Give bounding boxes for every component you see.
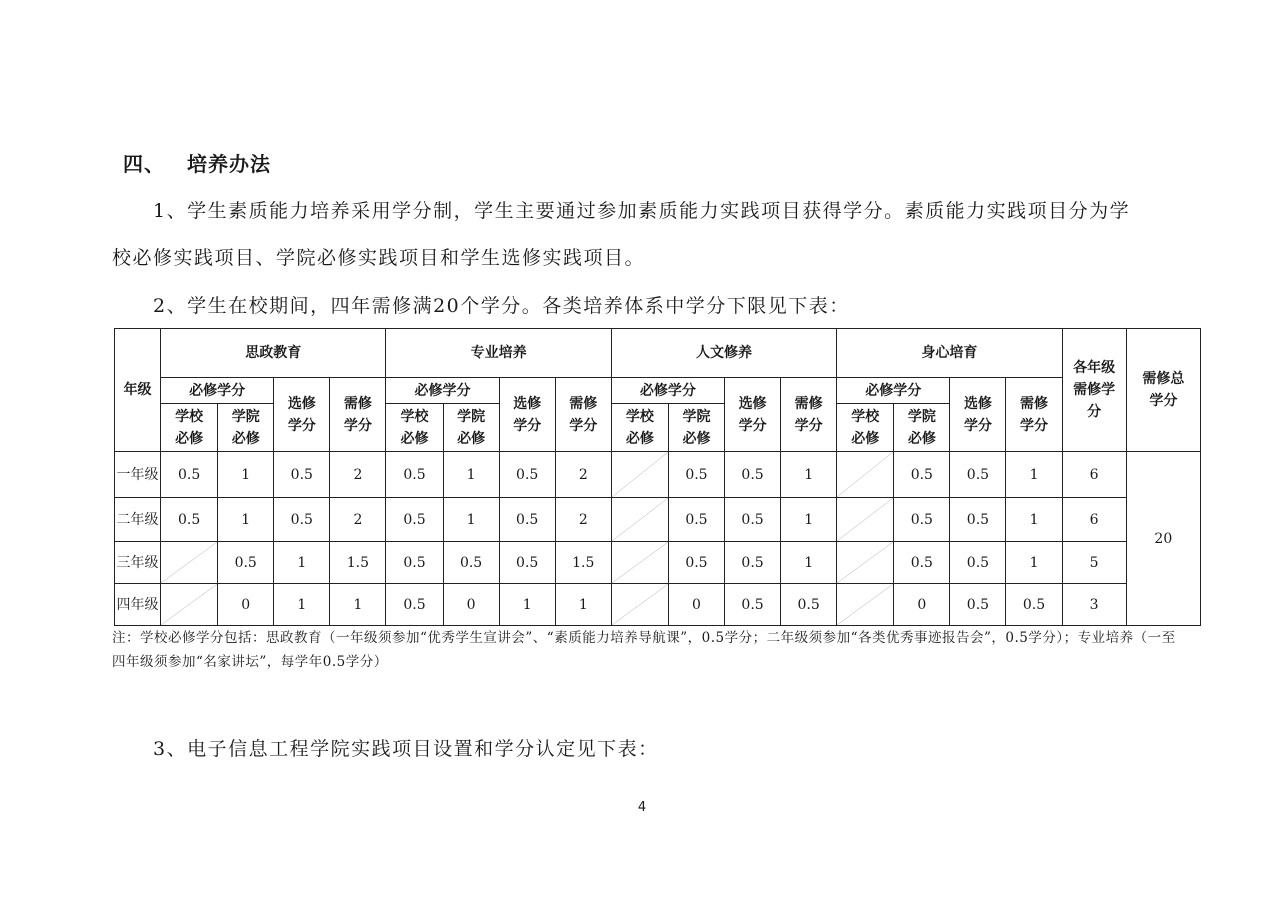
category-header-3: 身心培育: [837, 329, 1062, 378]
required-header-2: 必修学分: [611, 378, 724, 404]
credit-cell: 0.5: [725, 584, 781, 626]
credit-cell: 1: [1006, 542, 1062, 584]
empty-diagonal-cell: [611, 584, 668, 626]
empty-diagonal-cell: [837, 452, 894, 498]
credit-cell: 0.5: [274, 498, 330, 542]
credit-cell: 1: [555, 584, 611, 626]
credit-cell: 1: [781, 542, 837, 584]
elective-header-2: 选修学分: [725, 378, 781, 452]
credit-cell: 1.5: [330, 542, 386, 584]
credit-cell: 0.5: [950, 584, 1006, 626]
college-required-header-1: 学院必修: [443, 404, 499, 452]
credit-cell: 0.5: [443, 542, 499, 584]
required-header-3: 必修学分: [837, 378, 950, 404]
school-required-header-3: 学校必修: [837, 404, 894, 452]
credit-cell: 1: [218, 498, 274, 542]
category-header-2: 人文修养: [611, 329, 836, 378]
per-year-cell: 3: [1062, 584, 1126, 626]
school-required-header-0: 学校必修: [161, 404, 218, 452]
credit-cell: 2: [330, 498, 386, 542]
needed-header-1: 需修学分: [555, 378, 611, 452]
college-required-header-0: 学院必修: [218, 404, 274, 452]
empty-diagonal-cell: [837, 542, 894, 584]
credit-cell: 0: [894, 584, 950, 626]
grade-cell: 二年级: [115, 498, 161, 542]
required-header-0: 必修学分: [161, 378, 274, 404]
total-header: 需修总学分: [1126, 329, 1200, 452]
credit-cell: 0.5: [894, 542, 950, 584]
credit-cell: 1: [274, 542, 330, 584]
credit-cell: 1: [218, 452, 274, 498]
table-row: [115, 498, 1201, 542]
required-header-1: 必修学分: [386, 378, 499, 404]
credit-cell: 0.5: [386, 498, 443, 542]
per-year-cell: 6: [1062, 452, 1126, 498]
table-note: 注：学校必修学分包括：思政教育（一年级须参加“优秀学生宣讲会”、“素质能力培养导航课”，0.5学分；二年级须参加“各类优秀事迹报告会”，0.5学分）；专业培养（一至四年级须参加“名家讲坛”，每学年0.5学分）: [112, 630, 1176, 670]
credit-cell: 1: [499, 584, 555, 626]
credit-cell: 0.5: [274, 452, 330, 498]
grade-header: 年级: [115, 329, 161, 452]
per-year-cell: 5: [1062, 542, 1126, 584]
total-cell: 20: [1126, 452, 1200, 626]
empty-diagonal-cell: [611, 498, 668, 542]
credit-cell: 0.5: [950, 542, 1006, 584]
credit-cell: 0: [443, 584, 499, 626]
college-required-header-2: 学院必修: [668, 404, 724, 452]
credit-cell: 0.5: [386, 584, 443, 626]
credit-cell: 0.5: [499, 498, 555, 542]
credit-cell: 1: [781, 452, 837, 498]
credit-cell: 0.5: [725, 498, 781, 542]
paragraph-1-line-1: 1、学生素质能力培养采用学分制，学生主要通过参加素质能力实践项目获得学分。素质能力实践项目分为学: [153, 200, 1131, 222]
credit-cell: 0.5: [950, 498, 1006, 542]
credit-cell: 0.5: [161, 452, 218, 498]
elective-header-1: 选修学分: [499, 378, 555, 452]
school-required-header-2: 学校必修: [611, 404, 668, 452]
credit-cell: 1: [330, 584, 386, 626]
table-row: [115, 584, 1201, 626]
empty-diagonal-cell: [611, 452, 668, 498]
credit-cell: 0.5: [1006, 584, 1062, 626]
credit-cell: 1: [443, 498, 499, 542]
category-header-0: 思政教育: [161, 329, 386, 378]
credit-cell: 0.5: [218, 542, 274, 584]
grade-cell: 三年级: [115, 542, 161, 584]
needed-header-2: 需修学分: [781, 378, 837, 452]
elective-header-0: 选修学分: [274, 378, 330, 452]
credit-cell: 1: [1006, 452, 1062, 498]
grade-cell: 一年级: [115, 452, 161, 498]
empty-diagonal-cell: [837, 584, 894, 626]
credit-cell: 2: [555, 452, 611, 498]
college-required-header-3: 学院必修: [894, 404, 950, 452]
credit-cell: 1: [781, 498, 837, 542]
credit-cell: 0.5: [386, 452, 443, 498]
credit-cell: 0: [218, 584, 274, 626]
table-row: [115, 542, 1201, 584]
credit-cell: 0.5: [668, 498, 724, 542]
section-heading: [123, 148, 271, 177]
category-header-1: 专业培养: [386, 329, 611, 378]
credit-cell: 0.5: [668, 452, 724, 498]
elective-header-3: 选修学分: [950, 378, 1006, 452]
school-required-header-1: 学校必修: [386, 404, 443, 452]
credit-cell: 0.5: [386, 542, 443, 584]
paragraph-3: 3、电子信息工程学院实践项目设置和学分认定见下表：: [153, 738, 659, 760]
per-year-cell: 6: [1062, 498, 1126, 542]
section-title: 培养办法: [187, 152, 271, 176]
empty-diagonal-cell: [161, 584, 218, 626]
paragraph-2: 2、学生在校期间，四年需修满20个学分。各类培养体系中学分下限见下表：: [153, 295, 850, 317]
empty-diagonal-cell: [611, 542, 668, 584]
per-year-header: 各年级需修学分: [1062, 329, 1126, 452]
credit-cell: 0.5: [161, 498, 218, 542]
credit-cell: 0.5: [668, 542, 724, 584]
credit-cell: 1: [443, 452, 499, 498]
needed-header-0: 需修学分: [330, 378, 386, 452]
credit-cell: 0.5: [725, 452, 781, 498]
credit-cell: 0.5: [894, 498, 950, 542]
empty-diagonal-cell: [837, 498, 894, 542]
credit-cell: 2: [555, 498, 611, 542]
credit-cell: 1: [274, 584, 330, 626]
credit-cell: 0: [668, 584, 724, 626]
credit-cell: 0.5: [499, 452, 555, 498]
credit-cell: 1.5: [555, 542, 611, 584]
credit-cell: 2: [330, 452, 386, 498]
credit-cell: 0.5: [894, 452, 950, 498]
grade-cell: 四年级: [115, 584, 161, 626]
page-number: 4: [637, 800, 647, 815]
credit-table: [114, 328, 1201, 626]
credit-cell: 0.5: [725, 542, 781, 584]
credit-cell: 0.5: [781, 584, 837, 626]
credit-cell: 1: [1006, 498, 1062, 542]
credit-cell: 0.5: [499, 542, 555, 584]
needed-header-3: 需修学分: [1006, 378, 1062, 452]
table-row: [115, 452, 1201, 498]
paragraph-1-line-2: 校必修实践项目、学院必修实践项目和学生选修实践项目。: [112, 247, 646, 269]
section-number: 四、: [123, 152, 165, 176]
credit-cell: 0.5: [950, 452, 1006, 498]
empty-diagonal-cell: [161, 542, 218, 584]
